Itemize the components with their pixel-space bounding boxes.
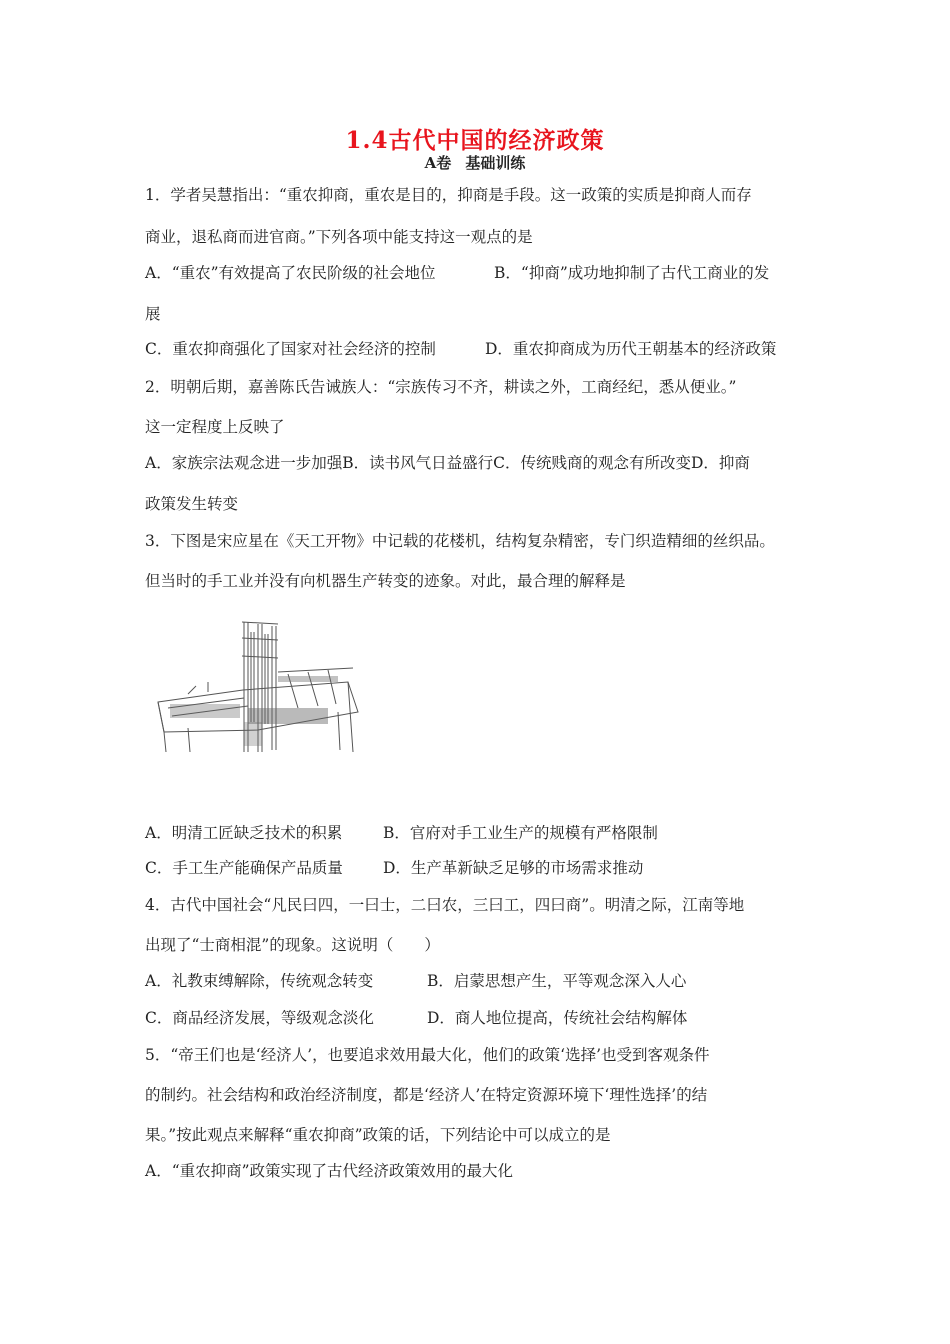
q1-option-d: D．重农抑商成为历代王朝基本的经济政策 — [485, 340, 777, 358]
q3-option-d: D．生产革新缺乏足够的市场需求推动 — [383, 859, 644, 877]
q5-line-3: 果。”按此观点来解释“重农抑商”政策的话，下列结论中可以成立的是 — [145, 1126, 611, 1144]
section-subtitle — [0, 152, 950, 173]
q4-option-c: C．商品经济发展，等级观念淡化 — [145, 1009, 374, 1027]
q4-options-row-2 — [145, 1007, 825, 1029]
q2-options-line: A．家族宗法观念进一步加强B．读书风气日益盛行C．传统贱商的观念有所改变D．抑商 — [145, 454, 750, 472]
q3-options-row-1 — [145, 822, 825, 844]
q3-option-a: A．明清工匠缺乏技术的积累 — [145, 824, 343, 842]
q2-options-cont: 政策发生转变 — [145, 495, 239, 513]
q2-line-1: 2．明朝后期，嘉善陈氏告诫族人：“宗族传习不齐，耕读之外，工商经纪，悉从便业。” — [145, 378, 737, 396]
q3-options-row-2 — [145, 857, 825, 879]
q1-options-row-2 — [145, 338, 825, 360]
q4-line-1: 4．古代中国社会“凡民曰四，一曰士，二曰农，三曰工，四曰商”。明清之际，江南等地 — [145, 896, 745, 914]
q4-option-a: A．礼教束缚解除，传统观念转变 — [145, 972, 374, 990]
q2-line-2: 这一定程度上反映了 — [145, 418, 285, 436]
q1-option-b: B．“抑商”成功地抑制了古代工商业的发 — [494, 264, 770, 282]
q1-line-1: 1．学者吴慧指出：“重农抑商，重农是目的，抑商是手段。这一政策的实质是抑商人而存 — [145, 186, 752, 204]
q4-line-2: 出现了“士商相混”的现象。这说明（ ） — [145, 936, 440, 954]
q3-line-1: 3．下图是宋应星在《天工开物》中记载的花楼机，结构复杂精密，专门织造精细的丝织品。 — [145, 532, 775, 550]
q3-option-c: C．手工生产能确保产品质量 — [145, 859, 343, 877]
q5-line-1: 5．“帝王们也是‘经济人’，也要追求效用最大化，他们的政策‘选择’也受到客观条件 — [145, 1046, 710, 1064]
q5-line-2: 的制约。社会结构和政治经济制度，都是‘经济人’在特定资源环境下‘理性选择’的结 — [145, 1086, 708, 1104]
q1-option-c: C．重农抑商强化了国家对社会经济的控制 — [145, 340, 436, 358]
section-part: A卷 — [424, 154, 452, 172]
q5-option-a: A．“重农抑商”政策实现了古代经济政策效用的最大化 — [145, 1162, 514, 1180]
loom-illustration — [148, 612, 376, 764]
section-name: 基础训练 — [465, 154, 526, 172]
q1-line-2: 商业，退私商而进官商。”下列各项中能支持这一观点的是 — [145, 228, 533, 246]
q1-option-b-cont: 展 — [145, 305, 161, 323]
q4-option-b: B．启蒙思想产生，平等观念深入人心 — [427, 972, 687, 990]
q4-option-d: D．商人地位提高，传统社会结构解体 — [427, 1009, 688, 1027]
q1-option-a: A．“重农”有效提高了农民阶级的社会地位 — [145, 264, 436, 282]
q3-option-b: B．官府对手工业生产的规模有严格限制 — [383, 824, 658, 842]
q1-options-row-1 — [145, 262, 825, 284]
q3-line-2: 但当时的手工业并没有向机器生产转变的迹象。对此，最合理的解释是 — [145, 572, 626, 590]
page-title: 1.4古代中国的经济政策 — [345, 127, 605, 154]
q4-options-row-1 — [145, 970, 825, 992]
